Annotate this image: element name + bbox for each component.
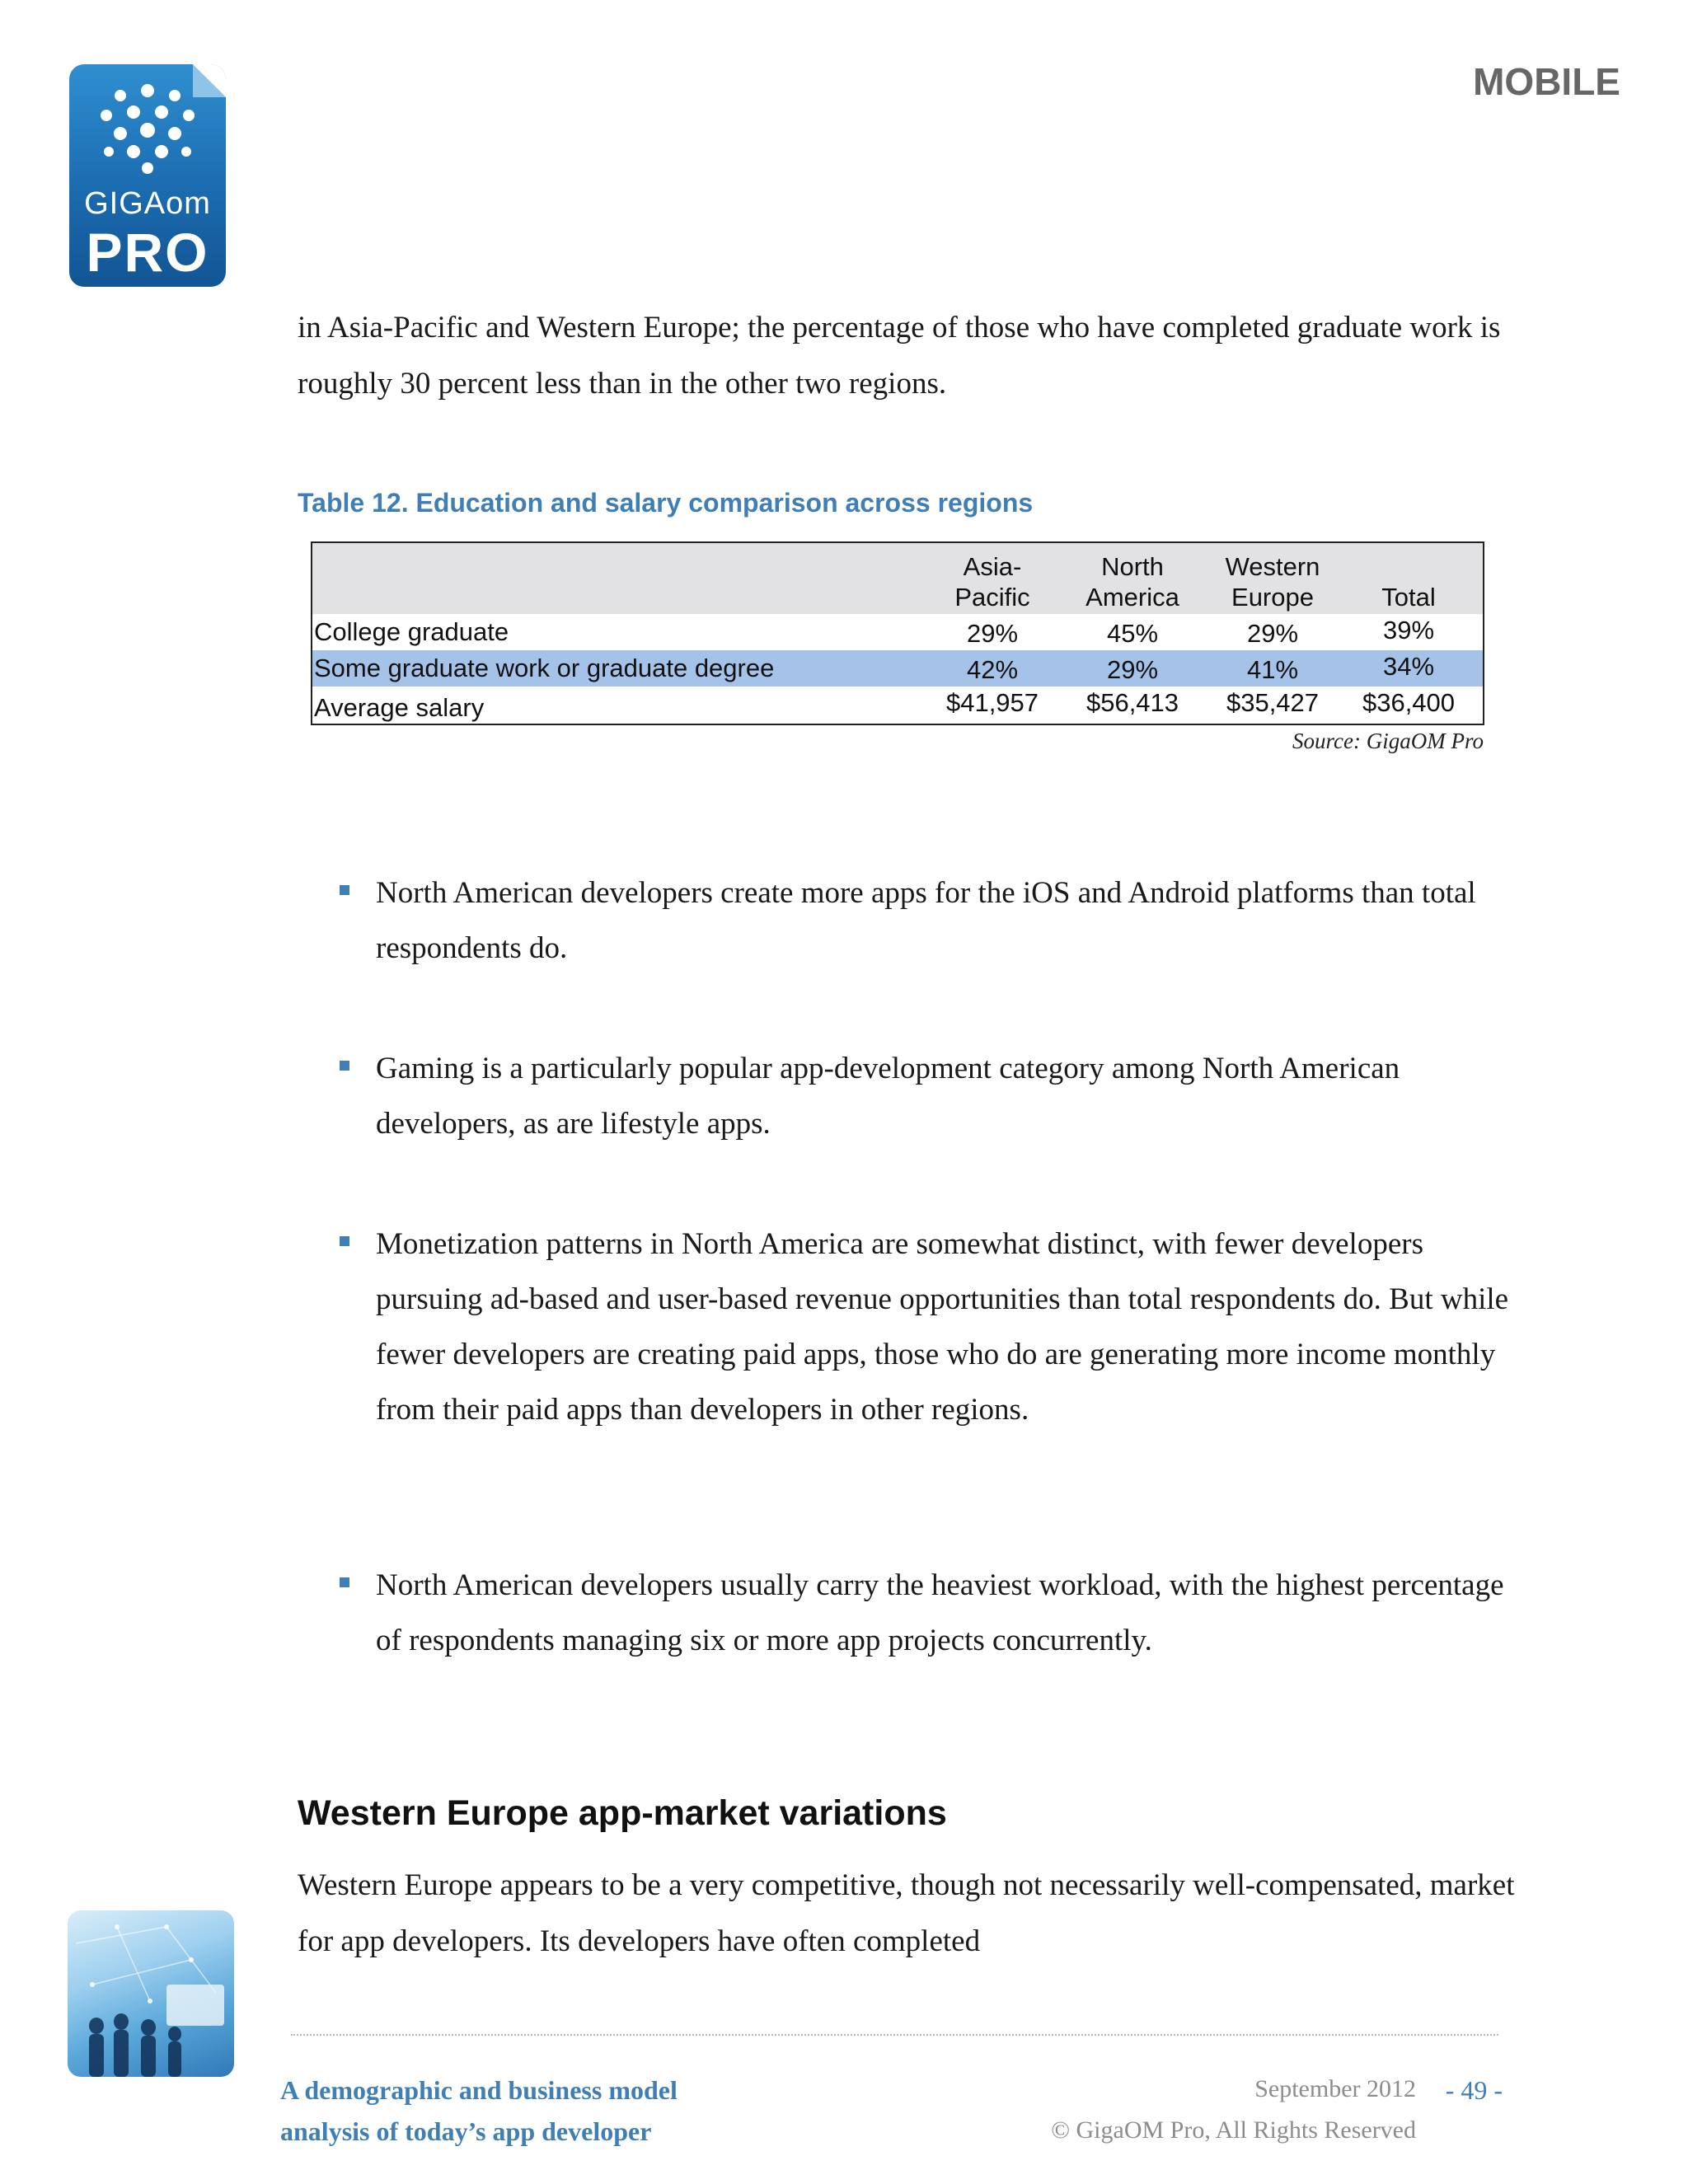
square-bullet-icon — [340, 885, 349, 895]
row-label: Average salary — [314, 693, 485, 722]
column-header-asia-pacific: Asia- Pacific — [954, 552, 1030, 612]
section-label: MOBILE — [1473, 60, 1620, 103]
logo-pro-text: PRO — [86, 222, 209, 283]
table-caption: Table 12. Education and salary comparison across regions — [298, 488, 1034, 518]
footer-report-title-line-2: analysis of today’s app developer — [280, 2116, 652, 2146]
table-cell: 29% — [966, 619, 1019, 648]
column-header-north-america: North America — [1085, 552, 1179, 612]
square-bullet-icon — [340, 1236, 349, 1246]
table-source: Source: GigaOM Pro — [1292, 729, 1484, 753]
bullet-text: North American developers create more apps for the iOS and Android platforms than total respondents do. — [376, 876, 1476, 965]
bullet-text: Monetization patterns in North America are somewhat distinct, with fewer developers pursuing ad-based and user-based revenue opportunities than total respondents do. But while fewer developers are creating paid apps, those who do are generating more income monthly from their paid apps than developers in other regions. — [376, 1227, 1509, 1427]
row-label: College graduate — [314, 617, 509, 646]
table-cell: 41% — [1246, 655, 1299, 684]
logo-giga-text: GIGAom — [84, 186, 211, 221]
table-cell: $36,400 — [1362, 688, 1456, 717]
square-bullet-icon — [340, 1061, 349, 1071]
footer-copyright: © GigaOM Pro, All Rights Reserved — [1051, 2116, 1416, 2144]
page-number: - 49 - — [1445, 2075, 1503, 2105]
table-cell: $56,413 — [1085, 688, 1179, 717]
section-paragraph: Western Europe appears to be a very competitive, though not necessarily well-compensated, market for app developers. Its developers have often completed — [298, 1868, 1515, 1958]
business-people-photo — [68, 1910, 234, 2077]
table-cell: 29% — [1106, 655, 1159, 684]
intro-paragraph: in Asia-Pacific and Western Europe; the percentage of those who have completed graduate work is roughly 30 percent less than in the other two regions. — [298, 311, 1501, 401]
table-header-row — [312, 543, 1483, 614]
square-bullet-icon — [340, 1577, 349, 1587]
education-salary-table — [311, 541, 1484, 725]
bullet-text: Gaming is a particularly popular app-development category among North American developers, as are lifestyle apps. — [376, 1052, 1400, 1141]
table-row — [312, 687, 1483, 723]
footer-date: September 2012 — [1254, 2075, 1416, 2102]
table-cell: 34% — [1382, 652, 1435, 681]
table-cell: 29% — [1246, 619, 1299, 648]
footer-divider — [291, 2034, 1498, 2036]
table-cell: 42% — [966, 655, 1019, 684]
table-cell: $41,957 — [945, 688, 1039, 717]
section-heading: Western Europe app-market variations — [298, 1793, 947, 1833]
table-cell: 45% — [1106, 619, 1159, 648]
bullet-text: North American developers usually carry the heaviest workload, with the highest percentage of respondents managing six or more app projects concurrently. — [376, 1568, 1504, 1657]
table-cell: $35,427 — [1226, 688, 1320, 717]
table-row — [312, 614, 1483, 650]
table-row — [312, 650, 1483, 687]
row-label: Some graduate work or graduate degree — [314, 654, 775, 682]
table-cell: 39% — [1382, 616, 1435, 644]
column-header-western-europe: Western Europe — [1225, 552, 1320, 612]
gigaom-pro-logo — [69, 64, 226, 287]
column-header-total: Total — [1381, 583, 1436, 612]
footer-report-title-line-1: A demographic and business model — [280, 2075, 678, 2105]
